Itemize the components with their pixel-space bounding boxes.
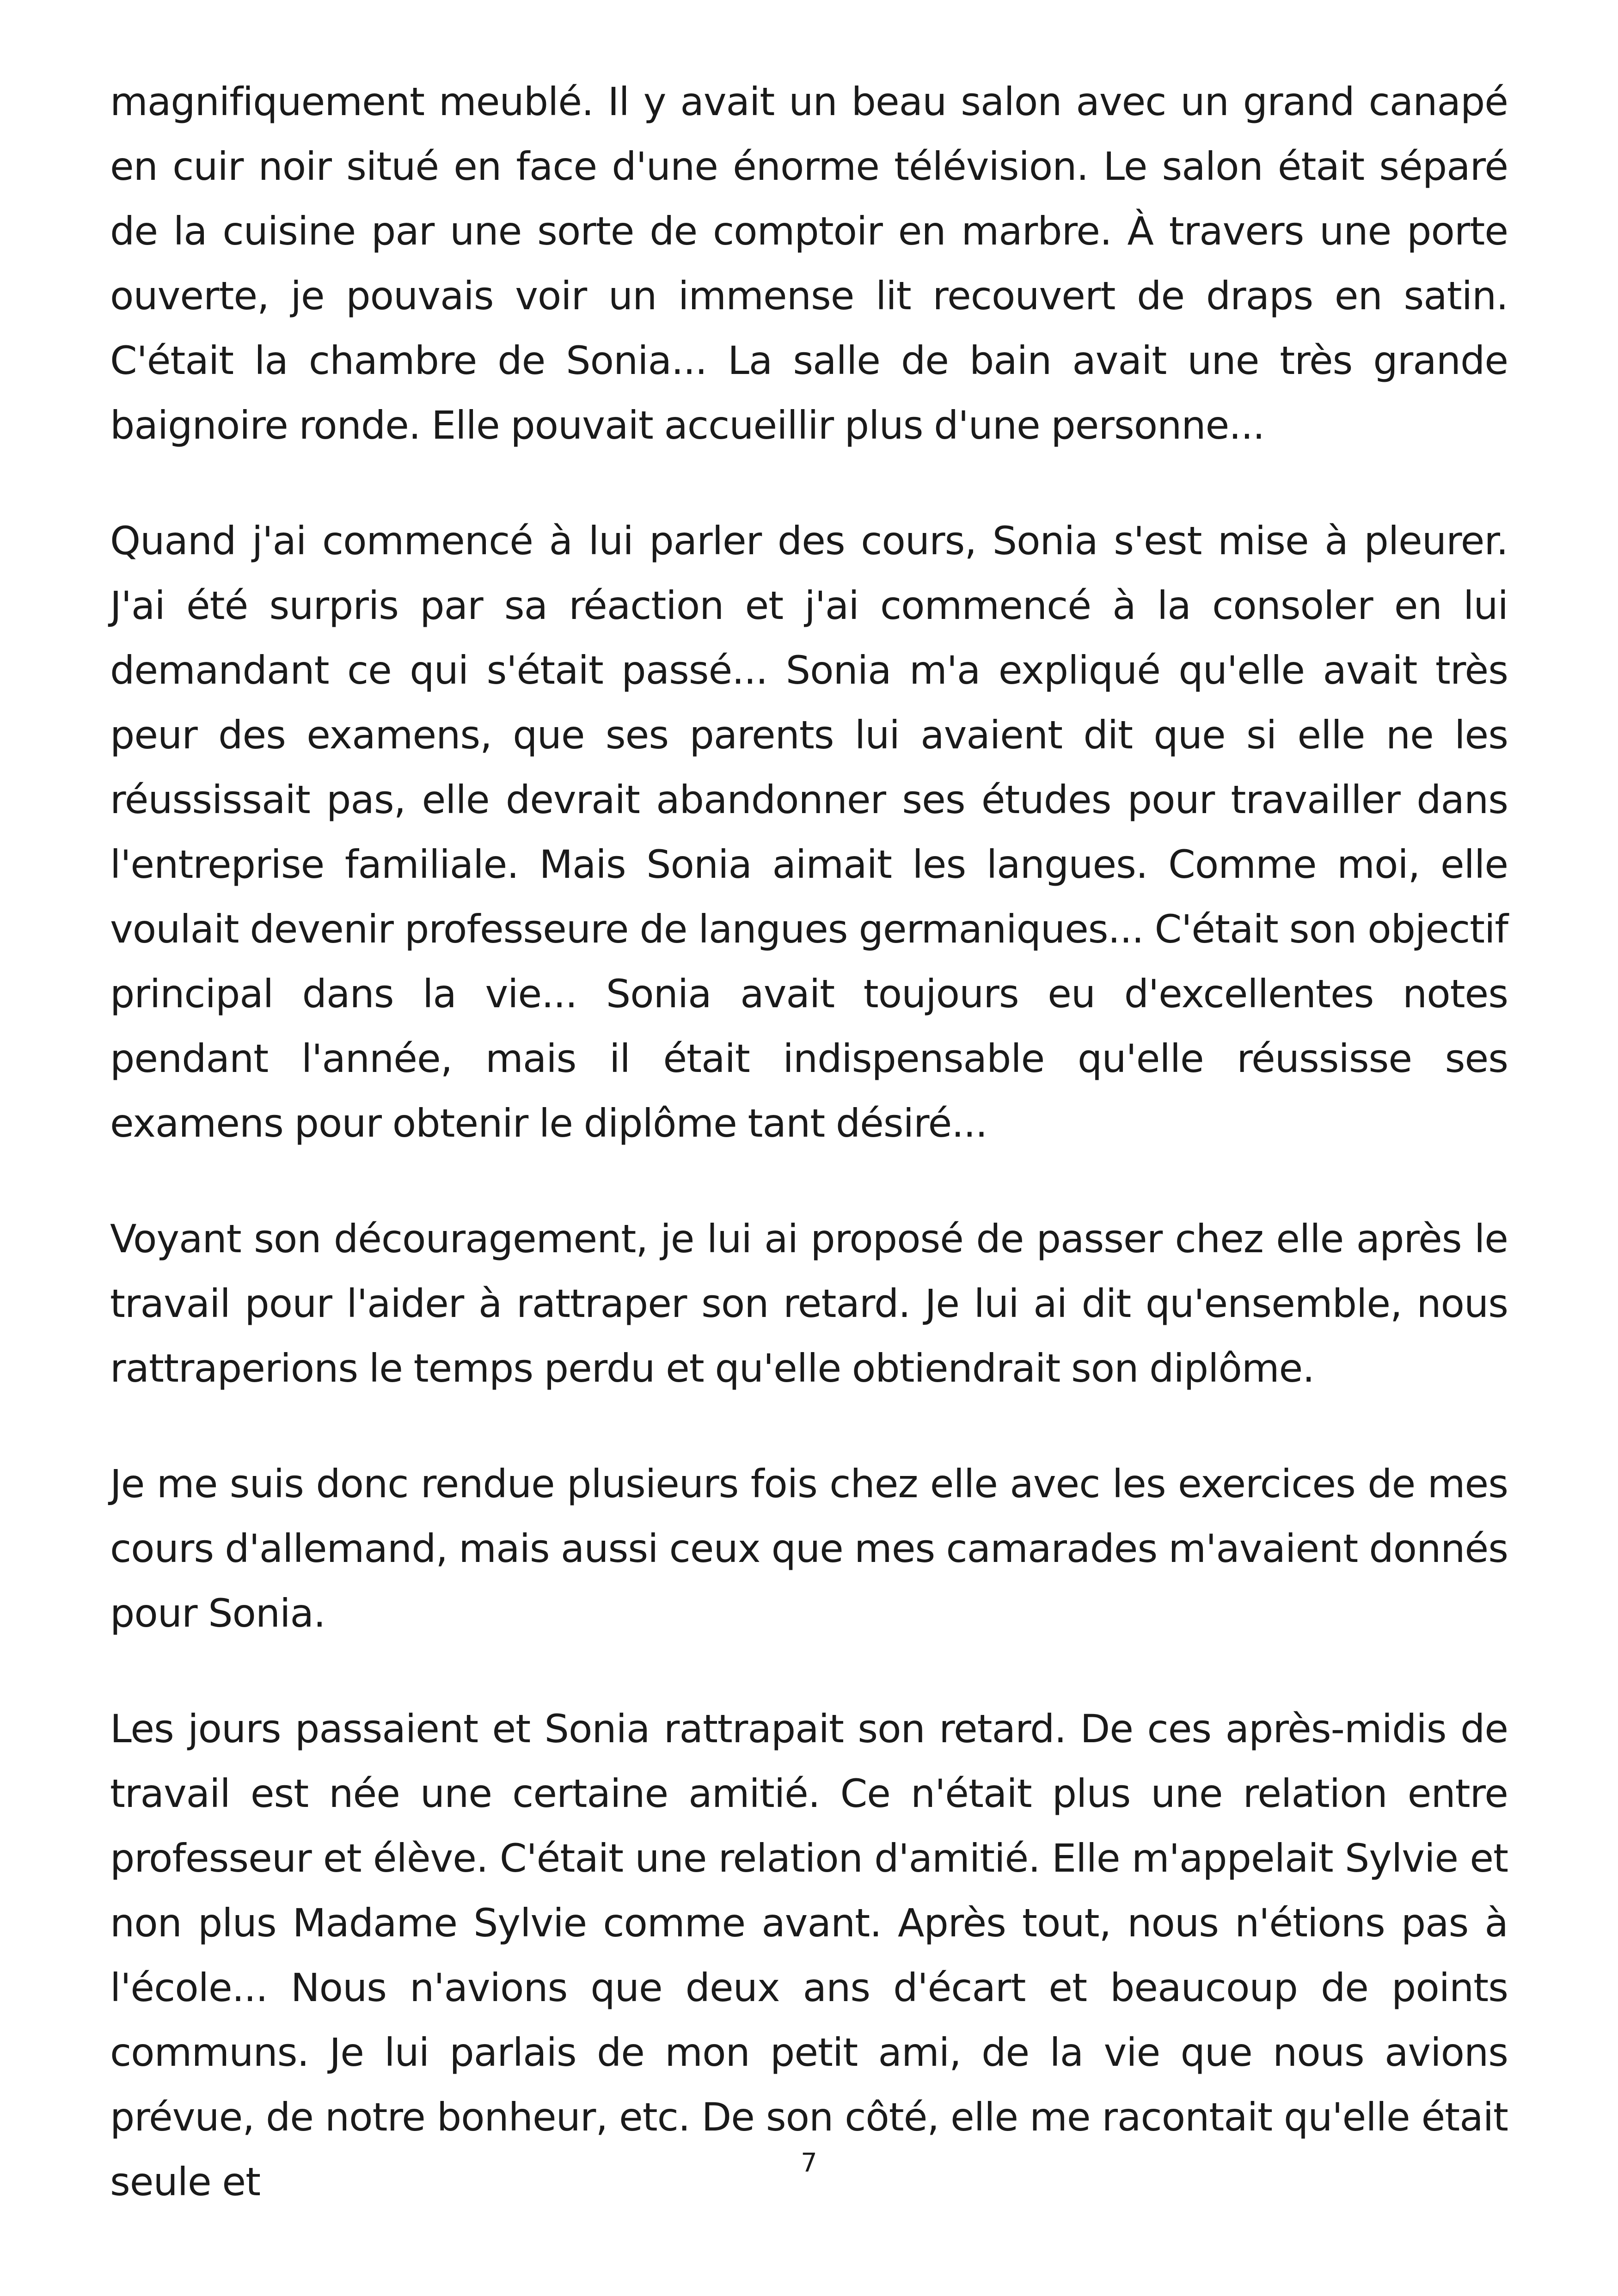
page-number: 7: [801, 2148, 817, 2178]
paragraph-2: Quand j'ai commencé à lui parler des cours, Sonia s'est mise à pleurer. J'ai été surpris par sa réaction et j'ai commencé à la consoler en lui demandant ce qui s'était passé... Sonia m'a expliqué qu'elle avait très peur des examens, que ses parents lui avaient dit que si elle ne les réussissait pas, elle devrait abandonner ses études pour travailler dans l'entreprise familiale. Mais Sonia aimait les langues. Comme moi, elle voulait devenir professeure de langues germaniques... C'était son objectif principal dans la vie... Sonia avait toujours eu d'excellentes notes pendant l'année, mais il était indispensable qu'elle réussisse ses examens pour obtenir le diplôme tant désiré...: [110, 518, 1508, 1146]
body-text: [110, 69, 1508, 2214]
paragraph-1: magnifiquement meublé. Il y avait un beau salon avec un grand canapé en cuir noir situé en face d'une énorme télévision. Le salon était séparé de la cuisine par une sorte de comptoir en marbre. À travers une porte ouverte, je pouvais voir un immense lit recouvert de draps en satin. C'était la chambre de Sonia... La salle de bain avait une très grande baignoire ronde. Elle pouvait accueillir plus d'une personne...: [110, 79, 1508, 448]
paragraph-4: Je me suis donc rendue plusieurs fois chez elle avec les exercices de mes cours d'allemand, mais aussi ceux que mes camarades m'avaient donnés pour Sonia.: [110, 1461, 1508, 1636]
paragraph-5: Les jours passaient et Sonia rattrapait son retard. De ces après-midis de travail est née une certaine amitié. Ce n'était plus une relation entre professeur et élève. C'était une relation d'amitié. Elle m'appelait Sylvie et non plus Madame Sylvie comme avant. Après tout, nous n'étions pas à l'école... Nous n'avions que deux ans d'écart et beaucoup de points communs. Je lui parlais de mon petit ami, de la vie que nous avions prévue, de notre bonheur, etc. De son côté, elle me racontait qu'elle était seule et: [110, 1706, 1508, 2204]
paragraph-3: Voyant son découragement, je lui ai proposé de passer chez elle après le travail pour l'aider à rattraper son retard. Je lui ai dit qu'ensemble, nous rattraperions le temps perdu et qu'elle obtiendrait son diplôme.: [110, 1216, 1508, 1391]
